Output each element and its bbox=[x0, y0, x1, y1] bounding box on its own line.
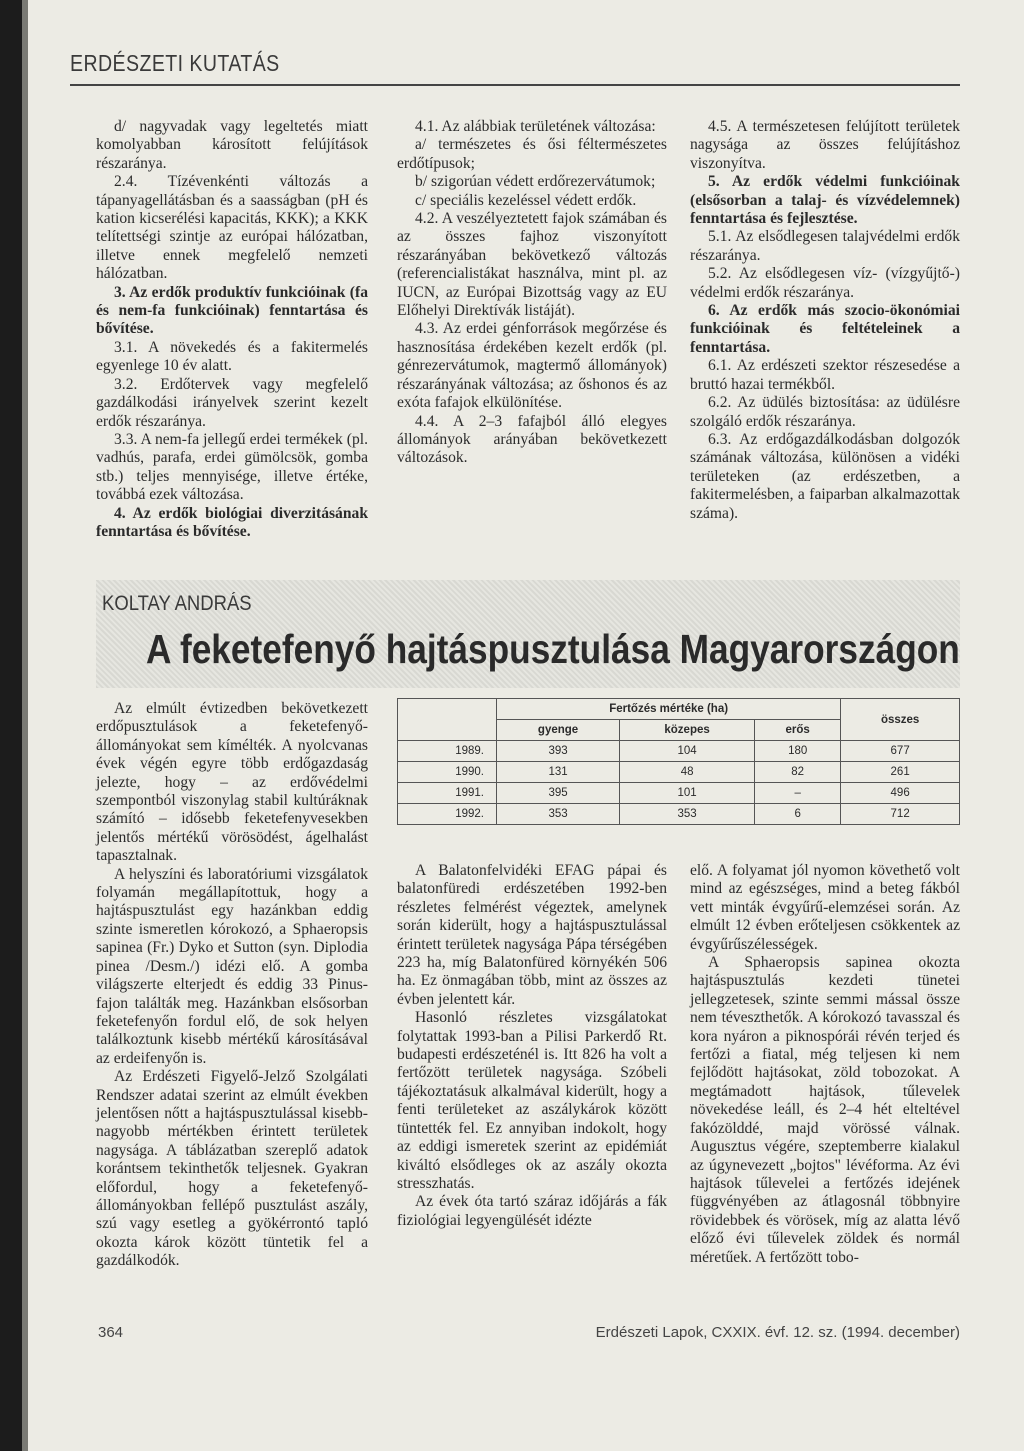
paragraph: 2.4. Tízévenkénti változás a tápanyagellátásban és a saasságban (pH és kation kicserélési kapacitás, KKK); a KKK telítettségi szintje az európai hálózatban, illetve ennek megfelelő nemzeti hálózatban. bbox=[96, 173, 368, 283]
paragraph: 6.1. Az erdészeti szektor részesedése a bruttó hazai termékből. bbox=[690, 357, 960, 393]
value-cell: 131 bbox=[497, 762, 620, 783]
section-heading: 5. Az erdők védelmi funkcióinak (elsősorban a talaj- és vízvédelemnek) fenntartása és fejlesztése. bbox=[690, 173, 960, 228]
section-heading: 3. Az erdők produktív funkcióinak (fa és nem-fa funkcióinak) fenntartása és bővítése. bbox=[96, 283, 368, 338]
article-column-1 bbox=[96, 700, 368, 1271]
running-header: ERDÉSZETI KUTATÁS bbox=[70, 50, 280, 76]
value-cell: 496 bbox=[841, 783, 960, 804]
year-cell: 1990. bbox=[398, 762, 497, 783]
value-cell: 6 bbox=[755, 804, 841, 825]
table-subheader: gyenge bbox=[497, 720, 620, 741]
article-column-2 bbox=[397, 862, 667, 1230]
value-cell: 180 bbox=[755, 741, 841, 762]
value-cell: 48 bbox=[620, 762, 755, 783]
value-cell: 353 bbox=[620, 804, 755, 825]
year-cell: 1991. bbox=[398, 783, 497, 804]
paragraph: 4.2. A veszélyeztetett fajok számában és az összes fajhoz viszonyított részarányában bekövetkező változás (referencialistákat használva, mint pl. az IUCN, az Európai Bizottság vagy az EU Előhelyi Direktívák listáját). bbox=[397, 210, 667, 320]
table-total-header: összes bbox=[841, 699, 960, 741]
binding-spine bbox=[0, 0, 22, 1451]
value-cell: 261 bbox=[841, 762, 960, 783]
paragraph: 3.2. Erdőtervek vagy megfelelő gazdálkodási irányelvek szerint kezelt erdők részaránya. bbox=[96, 375, 368, 430]
table-row bbox=[398, 741, 960, 762]
value-cell: 393 bbox=[497, 741, 620, 762]
infection-table bbox=[397, 698, 960, 825]
value-cell: 101 bbox=[620, 783, 755, 804]
paragraph: 4.3. Az erdei génforrások megőrzése és hasznosítása érdekében kezelt erdők (pl. génrezervátumok, magtermő állományok) részarányának változása; az őshonos és az exóta fafajok elkülönítése. bbox=[397, 320, 667, 412]
table-row bbox=[398, 762, 960, 783]
value-cell: 353 bbox=[497, 804, 620, 825]
paragraph: A helyszíni és laboratóriumi vizsgálatok folyamán megállapítottuk, hogy a hajtáspusztulást egy hazánkban eddig szinte ismeretlen kórokozó, a Sphaeropsis sapinea (Fr.) Dyko et Sutton (syn. Diplodia pinea /Desm./) idézi elő. A gomba világszerte elterjedt és eddig 33 Pinus-fajon találták meg. Hazánkban elsősorban feketefenyőn fordul elő, de sok helyen találkoztunk kisebb mértékű károsításával az erdeifenyőn is. bbox=[96, 865, 368, 1067]
upper-column-1 bbox=[96, 118, 368, 541]
section-heading: 6. Az erdők más szocio-ökonómiai funkcióinak és feltételeinek a fenntartása. bbox=[690, 302, 960, 356]
paragraph: 4.4. A 2–3 fafajból álló elegyes állományok arányában bekövetkezett változások. bbox=[397, 412, 667, 467]
value-cell: – bbox=[755, 783, 841, 804]
table-row bbox=[398, 783, 960, 804]
paragraph: Az évek óta tartó száraz időjárás a fák fiziológiai legyengülését idézte bbox=[397, 1193, 667, 1229]
table-group-header: Fertőzés mértéke (ha) bbox=[497, 699, 841, 720]
paragraph: A Sphaeropsis sapinea okozta hajtáspusztulás kezdeti tünetei jellegzetesek, szinte semmi mással össze nem téveszthetők. A kórokozó tavasszal és kora nyáron a piknospórái révén terjed és fertőzi a fiatal, még teljesen ki nem fejlődött hajtásokat, zöld tobozokat. A megtámadott hajtások, tűlevelek növekedése leáll, és 2–4 hét elteltével fakózölddé, majd vörössé válnak. Augusztus végére, szeptemberre kialakul az úgynevezett „bojtos" lévéforma. Az évi hajtások tűlevelei a fertőzés idejének függvényében az átlagosnál többnyire rövidebbek és vörösek, míg az alatta lévő előző évi tűlevelek zöldek és normál méretűek. A fertőzött tobo- bbox=[690, 954, 960, 1266]
section-heading: 4. Az erdők biológiai diverzitásának fenntartása és bővítése. bbox=[96, 504, 368, 540]
value-cell: 712 bbox=[841, 804, 960, 825]
value-cell: 395 bbox=[497, 783, 620, 804]
journal-citation: Erdészeti Lapok, CXXIX. évf. 12. sz. (1994. december) bbox=[595, 1324, 960, 1341]
page-number: 364 bbox=[98, 1324, 124, 1341]
table-subheader: közepes bbox=[620, 720, 755, 741]
paragraph: c/ speciális kezeléssel védett erdők. bbox=[415, 191, 637, 209]
table-row bbox=[398, 804, 960, 825]
paragraph: 3.1. A növekedés és a fakitermelés egyenlege 10 év alatt. bbox=[96, 338, 368, 375]
paragraph: elő. A folyamat jól nyomon követhető volt mind az egészséges, mind a beteg fákból vett minták évgyűrű-elemzései során. Az elmúlt 12 évben erőteljesen csökkentek az évgyűrűszélességek. bbox=[690, 862, 960, 953]
paragraph: Az Erdészeti Figyelő-Jelző Szolgálati Rendszer adatai szerint az elmúlt években jelentősen nőtt a hajtáspusztulással kisebb-nagyobb mértékben érintett területek nagysága. A táblázatban szereplő adatok korántsem tekinthetők teljesnek. Gyakran előfordul, hogy a feketefenyő-állományokban fellépő pusztulást aszály, szú vagy esetleg a gyökérrontó tapló okozta károk között tüntetik fel a gazdálkodók. bbox=[96, 1068, 368, 1270]
paragraph: 4.1. Az alábbiak területének változása: bbox=[415, 118, 656, 135]
paragraph: A Balatonfelvidéki EFAG pápai és balatonfüredi erdészetében 1992-ben részletes felmérést végeztek, amelynek során kiderült, hogy a hajtáspusztulással érintett területek nagysága Pápa térségében 223 ha, míg Balatonfüred környékén 506 ha. Ez önmagában több, mint az összes az évben jelentett kár. bbox=[397, 862, 667, 1008]
year-cell: 1989. bbox=[398, 741, 497, 762]
upper-column-3 bbox=[690, 118, 960, 523]
paragraph: 5.2. Az elsődlegesen víz- (vízgyűjtő-) védelmi erdők részaránya. bbox=[690, 265, 960, 301]
year-cell: 1992. bbox=[398, 804, 497, 825]
paragraph: 3.3. A nem-fa jellegű erdei termékek (pl. vadhús, parafa, erdei gümölcsök, gomba stb.) teljes mennyisége, illetve értéke, továbbá ezek változása. bbox=[96, 430, 368, 504]
value-cell: 104 bbox=[620, 741, 755, 762]
article-author: KOLTAY ANDRÁS bbox=[102, 592, 252, 615]
header-rule bbox=[70, 84, 960, 86]
value-cell: 677 bbox=[841, 741, 960, 762]
paragraph: Hasonló részletes vizsgálatokat folytattak 1993-ban a Pilisi Parkerdő Rt. budapesti erdészeténél is. Itt 826 ha volt a fertőzött területek nagysága. Szóbeli tájékoztatásuk alkalmával kiderült, hogy a fenti területeket az aszálykárok között tüntették fel. Ez annyiban indokolt, hogy az eddigi ismeretek szerint az epidémiát kiváltó elsődleges ok az aszály okozta stresszhatás. bbox=[397, 1009, 667, 1192]
article-title: A feketefenyő hajtáspusztulása Magyarországon bbox=[146, 626, 960, 672]
table-subheader: erős bbox=[755, 720, 841, 741]
paragraph: 4.5. A természetesen felújított területek nagysága az összes felújításhoz viszonyítva. bbox=[690, 118, 960, 172]
paragraph: 6.2. Az üdülés biztosítása: az üdülésre szolgáló erdők részaránya. bbox=[690, 394, 960, 430]
paragraph: 5.1. Az elsődlegesen talajvédelmi erdők részaránya. bbox=[690, 228, 960, 264]
article-column-3 bbox=[690, 862, 960, 1267]
paragraph: a/ természetes és ősi féltermészetes erdőtípusok; bbox=[397, 136, 667, 172]
upper-column-2 bbox=[397, 118, 667, 468]
paragraph: Az elmúlt évtizedben bekövetkezett erdőpusztulások a feketefenyő-állományokat sem kímélték. A nyolcvanas évek végén egyre több erdőgazdaság jelezte, hogy – az erdővédelmi szempontból viszonylag stabil kultúráknak számító – idősebb feketefenyvesekben jelentős mértékű vörösödést, ágelhalást tapasztalnak. bbox=[96, 700, 368, 865]
paragraph: d/ nagyvadak vagy legeltetés miatt komolyabban károsított felújítások részaránya. bbox=[96, 118, 368, 172]
value-cell: 82 bbox=[755, 762, 841, 783]
paragraph: b/ szigorúan védett erdőrezervátumok; bbox=[415, 173, 656, 191]
table-corner bbox=[398, 699, 497, 741]
paragraph: 6.3. Az erdőgazdálkodásban dolgozók számának változása, különösen a vidéki területeken (az erdészetben, a fakitermelésben, a faiparban alkalmazottak száma). bbox=[690, 430, 960, 522]
